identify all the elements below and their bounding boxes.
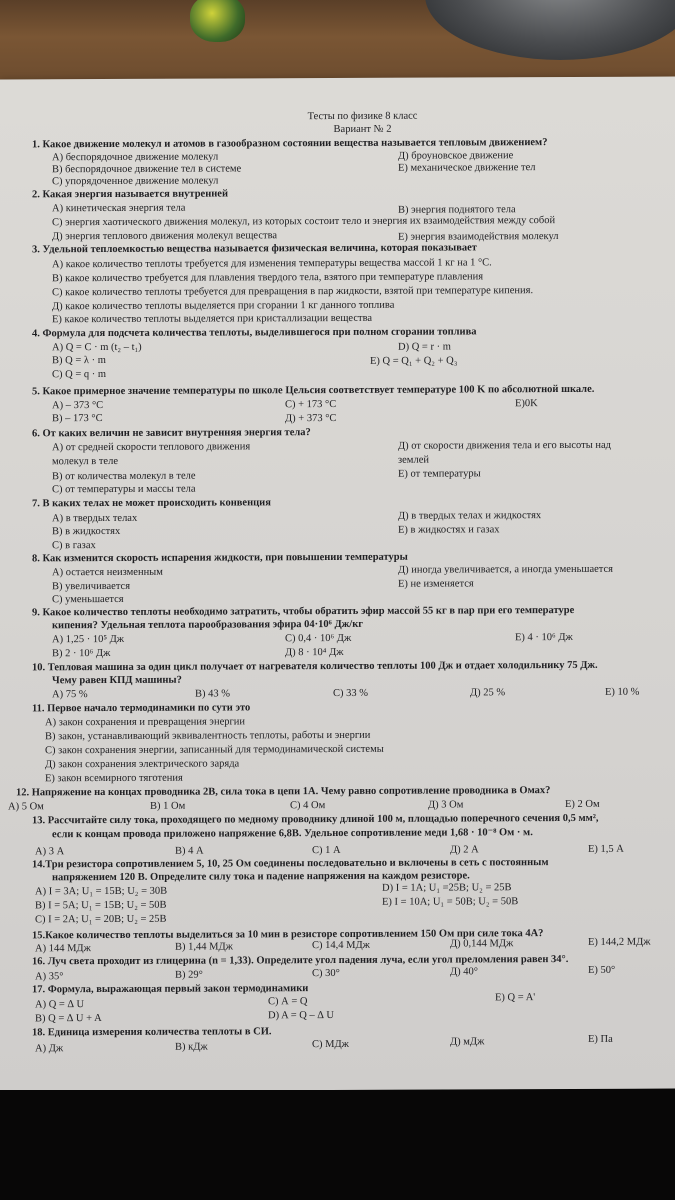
document-title: Тесты по физике 8 класс — [307, 110, 418, 123]
answer-option: С) I = 2А; U₁ = 20В; U₂ = 25В — [35, 913, 167, 926]
answer-option: С) 33 % — [333, 687, 368, 700]
test-sheet — [0, 77, 675, 1092]
answer-option: В) энергия поднятого тела — [398, 204, 516, 216]
answer-option: С) МДж — [312, 1038, 349, 1051]
answer-option: В) – 173 °С — [52, 413, 103, 425]
answer-option: Е) 4 · 10⁶ Дж — [515, 631, 573, 644]
answer-option: Е) Q = A' — [495, 992, 536, 1004]
answer-option: Д) мДж — [450, 1036, 485, 1048]
answer-option: В) беспорядочное движение тел в системе — [52, 163, 242, 176]
answer-option: А) 35° — [35, 971, 64, 983]
answer-option: С) + 173 °С — [285, 399, 337, 411]
answer-option: В) Q = ∆ U + A — [35, 1013, 102, 1025]
question-text: 12. Напряжение на концах проводника 2В, сила тока в цепи 1А. Чему равно сопротивление проводника в Омах? — [16, 785, 551, 799]
answer-option: Д) иногда увеличивается, а иногда уменьшается — [398, 563, 613, 576]
answer-option: В) 1,44 МДж — [175, 941, 233, 953]
answer-option: В) увеличивается — [52, 580, 131, 593]
question-text: 3. Удельной теплоемкостью вещества называется физическая величина, которая показывает — [32, 242, 477, 256]
answer-option: В) 1 Ом — [150, 800, 186, 812]
question-text: 15.Какое количество теплоты выделиться за 10 мин в резисторе сопротивлением 150 Ом при силе тока 4А? — [32, 928, 544, 942]
answer-option: С) какое количество теплоты требуется для превращения в пар жидкости, взятой при температуре кипения. — [52, 285, 534, 299]
answer-option: В) от количества молекул в теле — [52, 470, 196, 483]
answer-option: В) Q = λ · m — [52, 355, 106, 367]
question-text: 4. Формула для подсчета количества теплоты, выделившегося при полном сгорании топлива — [32, 326, 477, 340]
answer-option: Е) Па — [588, 1033, 613, 1045]
answer-option: Д) какое количество теплоты выделяется при сгорании 1 кг данного топлива — [52, 299, 395, 313]
answer-option: С) 4 Ом — [290, 800, 326, 812]
answer-option: С) 1 А — [312, 844, 341, 857]
answer-option: В) кДж — [175, 1041, 208, 1053]
answer-option: Д) от скорости движения тела и его высоты над — [398, 439, 612, 452]
answer-option: А) беспорядочное движение молекул — [52, 151, 219, 164]
question-text: 5. Какое примерное значение температуры по школе Цельсия соответствует температуре 100 K по абсолютной шкале. — [32, 383, 595, 398]
question-text: 6. От каких величин не зависит внутренняя энергия тела? — [32, 427, 311, 440]
question-text: 13. Рассчитайте силу тока, проходящего по медному проводнику длиной 100 м, площадью поперечного сечения 0,5 мм², — [32, 812, 599, 827]
answer-option: Д) броуновское движение — [398, 150, 514, 162]
answer-option: В) какое количество требуется для плавления твердого тела, взятого при температуре плавления — [52, 271, 484, 285]
answer-option: С) энергия хаотического движения молекул, из которых состоит тело и энергия их взаимодействия между собой — [52, 215, 556, 229]
question-text: 9. Какое количество теплоты необходимо затратить, чтобы обратить эфир массой 55 кг в пар при его температуре — [32, 604, 575, 619]
answer-option: А) Дж — [35, 1043, 64, 1055]
answer-option: Е) не изменяется — [398, 578, 474, 590]
answer-option: А) закон сохранения и превращения энергии — [45, 716, 246, 729]
answer-option: В) 4 А — [175, 845, 204, 857]
answer-option: А) в твердых телах — [52, 512, 138, 525]
answer-option: А) – 373 °С — [52, 400, 104, 412]
answer-option: В) 29° — [175, 969, 203, 981]
answer-option: В) в жидкостях — [52, 525, 121, 538]
answer-option: А) 144 МДж — [35, 943, 91, 955]
answer-option: Е) Q = Q₁ + Q₂ + Q₃ — [370, 355, 458, 367]
answer-option: Е) 10 % — [605, 686, 640, 698]
answer-option: А) 1,25 · 10⁵ Дж — [52, 633, 125, 646]
answer-option: С) в газах — [52, 540, 96, 552]
answer-option: А) Q = ∆ U — [35, 999, 85, 1011]
answer-option: Е) 50° — [588, 964, 616, 976]
answer-option: землей — [398, 454, 429, 466]
answer-option: А) Q = C · m (t₂ – t₁) — [52, 341, 142, 354]
answer-option: А) 75 % — [52, 689, 88, 701]
question-text: напряжением 120 В. Определите силу тока и падение напряжения на каждом резисторе. — [52, 870, 470, 884]
answer-option: С) упорядоченное движение молекул — [52, 175, 219, 188]
question-text: 2. Какая энергия называется внутренней — [32, 188, 228, 201]
dark-background — [0, 1090, 675, 1200]
answer-option: А) 3 А — [35, 846, 65, 858]
answer-option: Е) от температуры — [398, 468, 481, 480]
answer-option: Е) в жидкостях и газах — [398, 524, 500, 536]
answer-option: Е) I = 10А; U₁ = 50В; U₂ = 50В — [382, 896, 519, 908]
answer-option: С) уменьшается — [52, 593, 124, 606]
answer-option: В) 2 · 10⁶ Дж — [52, 647, 111, 660]
answer-option: С) 14,4 МДж — [312, 939, 370, 952]
answer-option: С) от температуры и массы тела — [52, 483, 196, 496]
answer-option: А) 5 Ом — [8, 801, 44, 813]
answer-option: Е) 2 Ом — [565, 798, 600, 811]
answer-option: С) Q = q · m — [52, 369, 107, 381]
question-text: 8. Как изменится скорость испарения жидкости, при повышении температуры — [32, 551, 408, 565]
answer-option: D) I = 1А; U₁ =25В; U₂ = 25В — [382, 882, 512, 894]
answer-option: D) Q = r · m — [398, 341, 451, 353]
answer-option: Д) 3 Ом — [428, 799, 464, 811]
answer-option: Д) 25 % — [470, 687, 506, 699]
question-text: 17. Формула, выражающая первый закон термодинамики — [32, 983, 309, 996]
answer-option: Д) + 373 °С — [285, 413, 337, 425]
answer-option: С) закон сохранения энергии, записанный для термодинамической системы — [45, 743, 384, 757]
answer-option: Е)0K — [515, 398, 538, 410]
answer-option: А) I = 3А; U₁ = 15В; U₂ = 30В — [35, 885, 168, 898]
answer-option: Д) 2 А — [450, 844, 479, 856]
answer-option: А) от средней скорости теплового движения — [52, 441, 251, 454]
answer-option: Е) какое количество теплоты выделяется при кристаллизации вещества — [52, 312, 373, 326]
question-text: 16. Луч света проходит из глицерина (n = 1,33). Определите угол падения луча, если угол преломления равен 34°. — [32, 953, 569, 968]
answer-option: С) 30° — [312, 967, 340, 980]
answer-option: Е) энергия взаимодействия молекул — [398, 231, 559, 243]
question-text: Чему равен КПД машины? — [52, 674, 182, 687]
question-text: 18. Единица измерения количества теплоты в СИ. — [32, 1026, 272, 1039]
answer-option: В) 43 % — [195, 688, 230, 700]
answer-option: D) A = Q – ∆ U — [268, 1010, 335, 1022]
answer-option: В) I = 5А; U₁ = 15В; U₂ = 50В — [35, 899, 167, 912]
answer-option: Д) в твердых телах и жидкостях — [398, 510, 542, 522]
answer-option: Е) закон всемирного тяготения — [45, 772, 183, 785]
answer-option: С) 0,4 · 10⁶ Дж — [285, 632, 352, 645]
question-text: 11. Первое начало термодинамики по сути это — [32, 702, 251, 715]
answer-option: А) какое количество теплоты требуется для изменения температуры вещества массой 1 кг на 1 °С. — [52, 257, 492, 271]
answer-option: молекул в теле — [52, 455, 118, 468]
question-text: если к концам провода приложено напряжение 6,8В. Удельное сопротивление меди 1,68 · 10⁻⁸ Ом · м. — [52, 827, 533, 841]
answer-option: А) кинетическая энергия тела — [52, 202, 186, 215]
answer-option: Д) закон сохранения электрического заряда — [45, 758, 240, 771]
question-text: 10. Тепловая машина за один цикл получает от нагревателя количество теплоты 100 Дж и отдает холодильнику 75 Дж. — [32, 659, 598, 674]
answer-option: Е) 1,5 А — [588, 843, 624, 855]
answer-option: Е) 144,2 МДж — [588, 936, 651, 948]
question-text: 7. В каких телах не может происходить конвенция — [32, 497, 271, 510]
answer-option: А) остается неизменным — [52, 566, 163, 579]
answer-option: В) закон, устанавливающий эквивалентность теплоты, работы и энергии — [45, 729, 371, 743]
answer-option: Д) 8 · 10⁴ Дж — [285, 646, 344, 659]
question-text: 14.Три резистора сопротивлением 5, 10, 25 Ом соединены последовательно и включены в сеть с постоянным — [32, 857, 549, 871]
question-text: кипения? Удельная теплота парообразования эфира 04·10⁶ Дж/кг — [52, 618, 364, 632]
answer-option: Д) энергия теплового движения молекул вещества — [52, 230, 278, 243]
document-variant: Вариант № 2 — [333, 123, 392, 136]
answer-option: С) А = Q — [268, 996, 308, 1008]
plant-object — [190, 0, 245, 42]
answer-option: Д) 40° — [450, 966, 478, 978]
question-text: 1. Какое движение молекул и атомов в газообразном состоянии вещества называется тепловым движением? — [32, 137, 548, 151]
answer-option: Е) механическое движение тел — [398, 162, 536, 174]
answer-option: Д) 0,144 МДж — [450, 938, 514, 950]
